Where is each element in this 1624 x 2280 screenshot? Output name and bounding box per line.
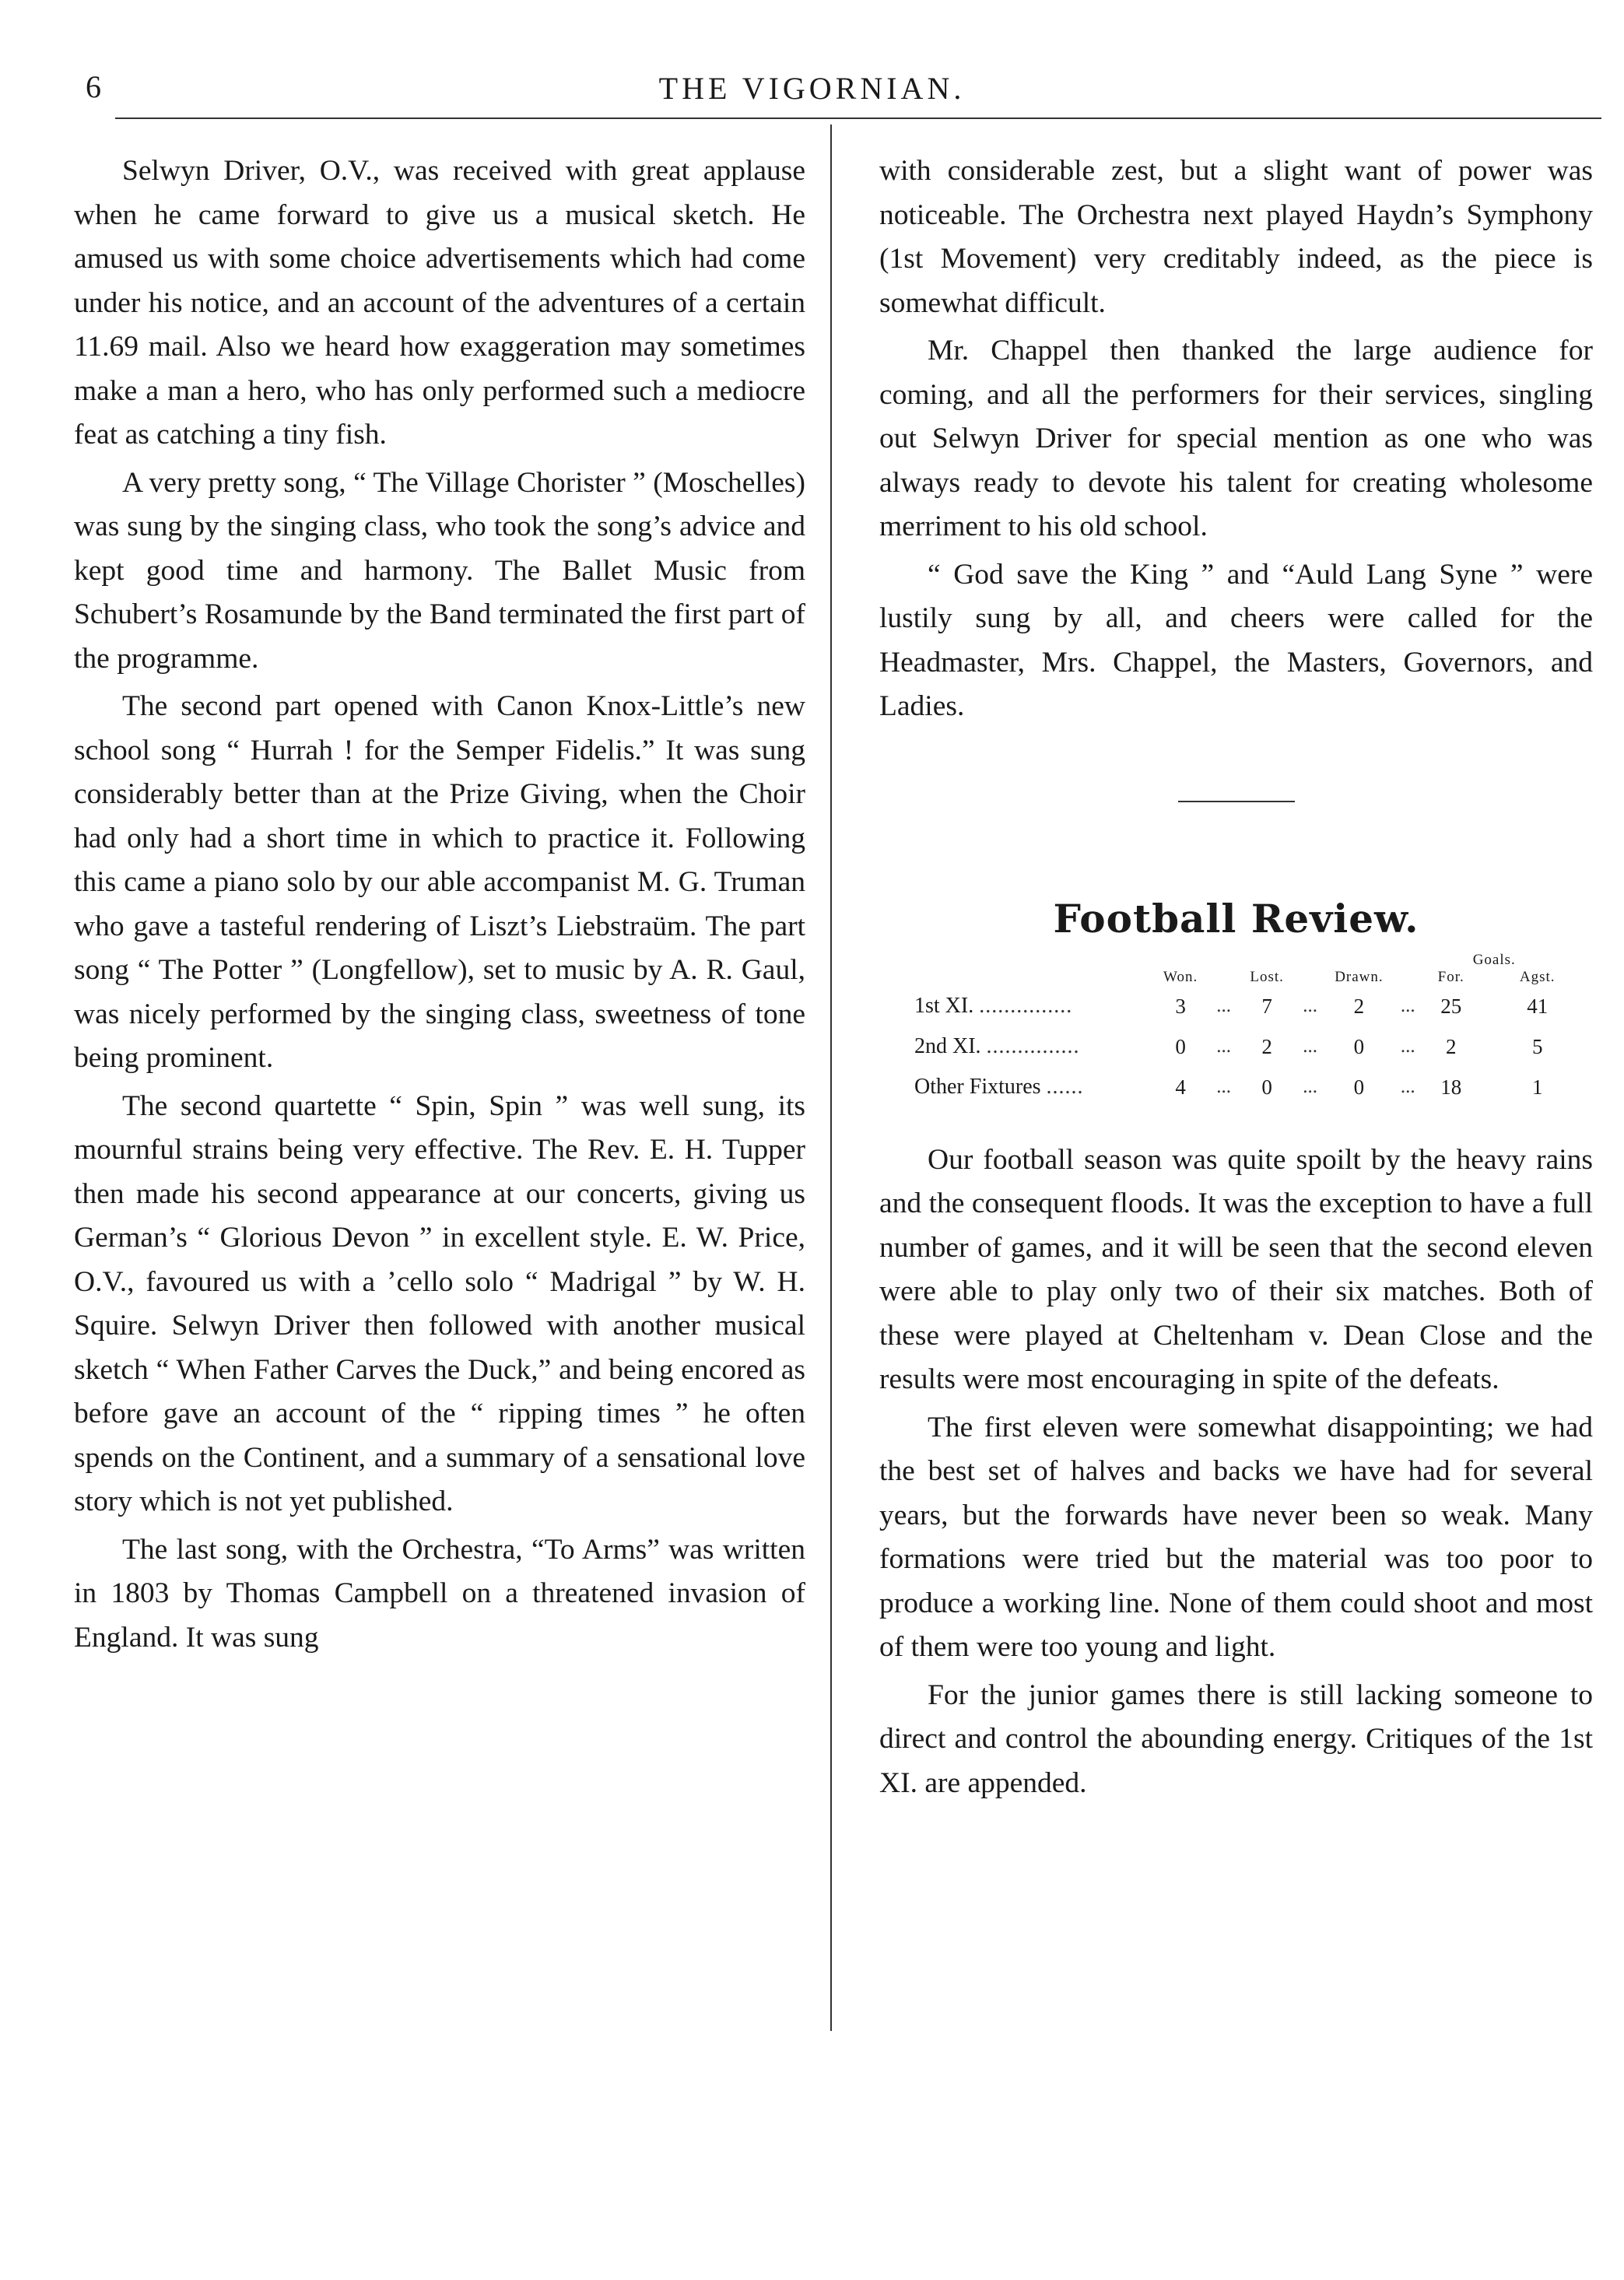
paragraph: The second quartette “ Spin, Spin ” was well sung, its mournful strains being very effective. The Rev. E. H. Tupper then made his second appearance at our concerts, giving us German’s “ Glorious Devon ” in excellent style. E. W. Price, O.V., favoured us with a ’cello solo “ Madrigal ” by W. H. Squire. Selwyn Driver then followed with another musical sketch “ When Father Carves the Duck,” and being encored as before gave an account of the “ ripping times ” he often spends on the Continent, and a summary of a sensational love story which is not yet published.: [74, 1089, 805, 1517]
paragraph: The first eleven were somewhat disappointing; we had the best set of halves and backs we have had for several years, but the forwards have never been so weak. Many formations were tried but the material was too poor to produce a working line. None of them could shoot and most of them were too young and light.: [879, 1411, 1593, 1663]
column-header-won: Won.: [1163, 968, 1198, 985]
for-value: 25: [1440, 994, 1462, 1018]
drawn-value: 0: [1353, 1075, 1365, 1099]
separator: ...: [1216, 1075, 1231, 1097]
column-header-agst: Agst.: [1519, 968, 1556, 985]
won-value: 3: [1175, 994, 1186, 1018]
row-label: 2nd XI. ...............: [914, 1033, 1080, 1058]
separator: ...: [1400, 1075, 1415, 1097]
table-row: [914, 1026, 1556, 1067]
row-label: Other Fixtures ......: [914, 1074, 1084, 1099]
paragraph: The last song, with the Orchestra, “To Arms” was written in 1803 by Thomas Campbell on a threatened invasion of England. It was sung: [74, 1533, 805, 1654]
running-head-title: THE VIGORNIAN.: [658, 71, 966, 106]
column-header-drawn: Drawn.: [1335, 968, 1384, 985]
for-value: 2: [1445, 1034, 1457, 1058]
column-header-for: For.: [1437, 968, 1464, 985]
drawn-value: 0: [1353, 1034, 1365, 1058]
right-column: [879, 149, 1593, 1809]
continued-paragraph: with considerable zest, but a slight want of power was noticeable. The Orchestra next played Haydn’s Symphony (1st Movement) very creditably indeed, as the piece is somewhat difficult.: [879, 155, 1593, 319]
left-column: [74, 149, 805, 1664]
goals-header: Goals.: [1472, 951, 1516, 968]
column-divider: [830, 125, 832, 2031]
agst-value: 1: [1531, 1075, 1543, 1099]
separator: ...: [1216, 1035, 1231, 1057]
table-row: [914, 986, 1556, 1026]
won-value: 4: [1175, 1075, 1186, 1099]
section-divider: [1178, 801, 1295, 802]
separator: ...: [1400, 994, 1415, 1016]
separator: ...: [1303, 1075, 1317, 1097]
header-rule: [115, 118, 1601, 119]
separator: ...: [1400, 1035, 1415, 1057]
paragraph: Mr. Chappel then thanked the large audience for coming, and all the performers for their services, singling out Selwyn Driver for special mention as one who was always ready to devote his talent for creating wholesome merriment to his old school.: [879, 335, 1593, 542]
separator: ...: [1303, 994, 1317, 1016]
lost-value: 2: [1261, 1034, 1272, 1058]
won-value: 0: [1175, 1034, 1186, 1058]
lost-value: 7: [1261, 994, 1272, 1018]
separator: ...: [1216, 994, 1231, 1016]
paragraph: For the junior games there is still lacking someone to direct and control the abounding energy. Critiques of the 1st XI. are appended.: [879, 1678, 1593, 1799]
separator: ...: [1303, 1035, 1317, 1057]
drawn-value: 2: [1353, 994, 1365, 1018]
football-review-heading: Football Review.: [1053, 895, 1419, 942]
row-label: 1st XI. ...............: [914, 993, 1073, 1018]
lost-value: 0: [1261, 1075, 1272, 1099]
for-value: 18: [1440, 1075, 1462, 1099]
paragraph: The second part opened with Canon Knox-Little’s new school song “ Hurrah ! for the Semper Fidelis.” It was sung considerably better than at the Prize Giving, when the Choir had only had a short time in which to practice it. Following this came a piano solo by our able accompanist M. G. Truman who gave a tasteful rendering of Liszt’s Liebstraüm. The part song “ The Potter ” (Longfellow), set to music by A. R. Gaul, was nicely performed by the singing class, sweetness of tone being prominent.: [74, 690, 805, 1074]
agst-value: 5: [1531, 1034, 1543, 1058]
paragraph: A very pretty song, “ The Village Chorister ” (Moschelles) was sung by the singing class, who took the song’s advice and kept good time and harmony. The Ballet Music from Schubert’s Rosamunde by the Band terminated the first part of the programme.: [74, 466, 805, 675]
paragraph: Our football season was quite spoilt by the heavy rains and the consequent floods. It was the exception to have a full number of games, and it will be seen that the second eleven were able to play only two of their six matches. Both of these were played at Cheltenham v. Dean Close and the results were most encouraging in spite of the defeats.: [879, 1143, 1593, 1395]
column-header-lost: Lost.: [1250, 968, 1284, 985]
paragraph: “ God save the King ” and “Auld Lang Syne ” were lustily sung by all, and cheers were called for the Headmaster, Mrs. Chappel, the Masters, Governors, and Ladies.: [879, 558, 1593, 722]
paragraph: Selwyn Driver, O.V., was received with great applause when he came forward to give us a musical sketch. He amused us with some choice advertisements which had come under his notice, and an account of the adventures of a certain 11.69 mail. Also we heard how exaggeration may sometimes make a man a hero, who has only performed such a mediocre feat as catching a tiny fish.: [74, 155, 805, 451]
table-row: [914, 1067, 1556, 1107]
agst-value: 41: [1527, 994, 1549, 1018]
football-results-table: [914, 952, 1556, 1107]
page-number: 6: [86, 69, 101, 104]
